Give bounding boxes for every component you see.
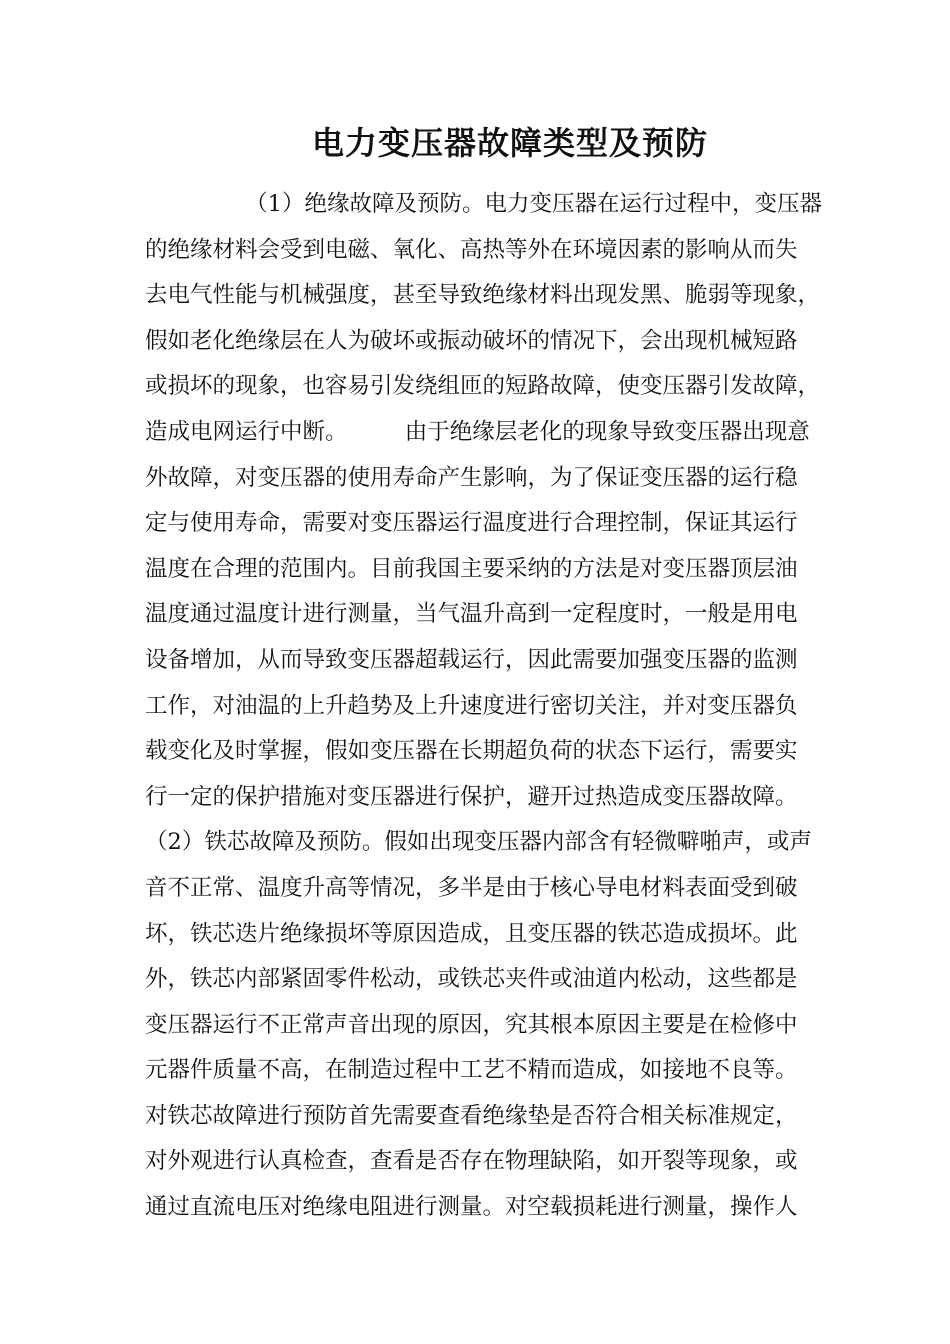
text-line: 或损坏的现象，也容易引发绕组匝的短路故障，使变压器引发故障， [145, 373, 821, 400]
text-line: 温度在合理的范围内。目前我国主要采纳的方法是对变压器顶层油 [145, 555, 798, 582]
text-line: 造成电网运行中断。 由于绝缘层老化的现象导致变压器出现意 [145, 418, 810, 445]
text-line: 工作，对油温的上升趋势及上升速度进行密切关注，并对变压器负 [145, 692, 798, 719]
text-line: 元器件质量不高，在制造过程中工艺不精而造成，如接地不良等。 [145, 1057, 798, 1084]
text-line: 行一定的保护措施对变压器进行保护，避开过热造成变压器故障。 [145, 783, 798, 810]
text-line: 假如老化绝缘层在人为破坏或振动破坏的情况下，会出现机械短路 [145, 327, 798, 354]
text-line: 去电气性能与机械强度，甚至导致绝缘材料出现发黑、脆弱等现象， [145, 282, 821, 309]
text-line: （1）绝缘故障及预防。电力变压器在运行过程中，变压器 [145, 191, 822, 217]
text-line: 温度通过温度计进行测量，当气温升高到一定程度时，一般是用电 [145, 601, 798, 628]
text-line: 对铁芯故障进行预防首先需要查看绝缘垫是否符合相关标准规定， [145, 1102, 798, 1129]
text-line: 对外观进行认真检查，查看是否存在物理缺陷，如开裂等现象，或 [145, 1148, 798, 1175]
text-line: 载变化及时掌握，假如变压器在长期超负荷的状态下运行，需要实 [145, 738, 798, 765]
text-line: 音不正常、温度升高等情况，多半是由于核心导电材料表面受到破 [145, 874, 798, 901]
text-line: 的绝缘材料会受到电磁、氧化、高热等外在环境因素的影响从而失 [145, 236, 798, 263]
text-line: 通过直流电压对绝缘电阻进行测量。对空载损耗进行测量，操作人 [145, 1194, 798, 1221]
text-line: 定与使用寿命，需要对变压器运行温度进行合理控制，保证其运行 [145, 510, 798, 537]
body-text [145, 186, 825, 1235]
text-line: 设备增加，从而导致变压器超载运行，因此需要加强变压器的监测 [145, 646, 798, 673]
text-line: 外，铁芯内部紧固零件松动，或铁芯夹件或油道内松动，这些都是 [145, 966, 798, 993]
text-line: 外故障，对变压器的使用寿命产生影响，为了保证变压器的运行稳 [145, 464, 798, 491]
page-title: 电力变压器故障类型及预防 [311, 124, 708, 162]
text-line: 变压器运行不正常声音出现的原因，究其根本原因主要是在检修中 [145, 1011, 798, 1038]
text-line: 坏，铁芯迭片绝缘损坏等原因造成，且变压器的铁芯造成损坏。此 [145, 920, 798, 947]
text-line: （2）铁芯故障及预防。假如出现变压器内部含有轻微噼啪声，或声 [145, 829, 812, 856]
